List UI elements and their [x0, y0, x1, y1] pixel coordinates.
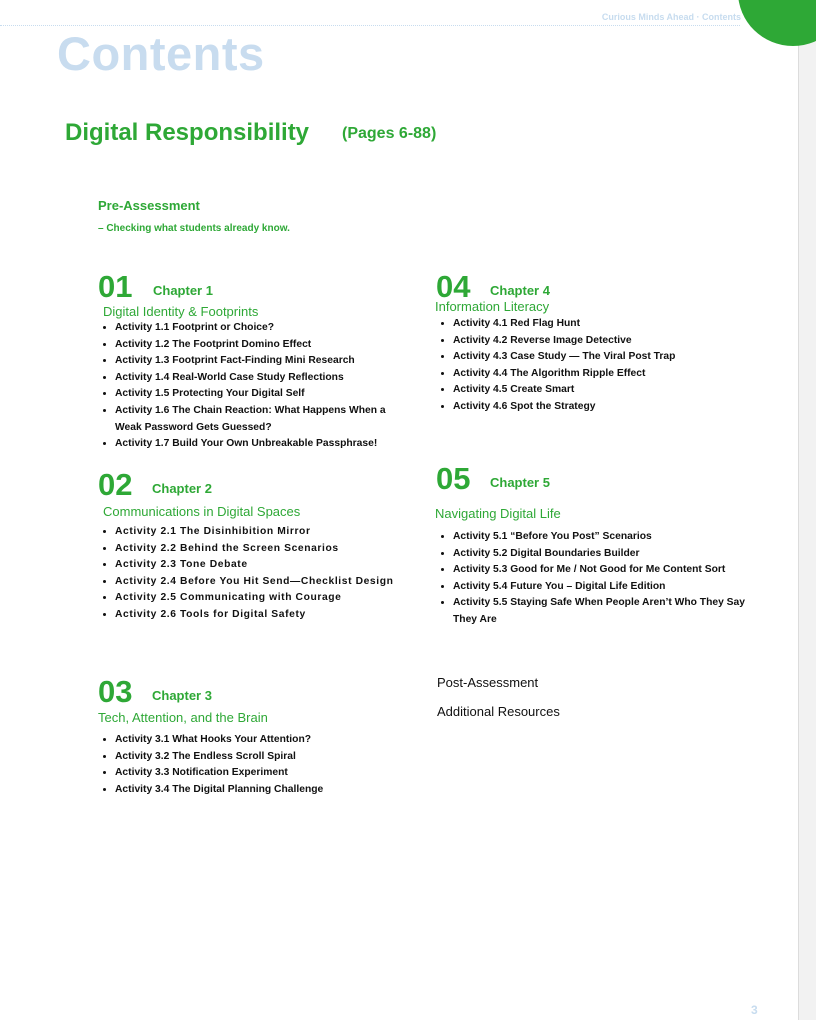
activity-list [436, 529, 763, 629]
chapter-5 [435, 461, 756, 625]
list-item: • Activity 2.5 Communicating with Courage [115, 590, 400, 607]
list-item: • Activity 5.1 “Before You Post” Scenarios [453, 529, 763, 546]
activity-list [98, 524, 400, 624]
page-number: 3 [751, 1003, 758, 1017]
list-item: • Activity 5.2 Digital Boundaries Builder [453, 546, 763, 563]
list-item: • Activity 3.2 The Endless Scroll Spiral [115, 749, 405, 766]
chapter-name: Navigating Digital Life [435, 506, 561, 521]
list-item: • Activity 1.3 Footprint Fact-Finding Mini Research [115, 353, 398, 370]
list-item: • Activity 2.6 Tools for Digital Safety [115, 607, 400, 624]
list-item: • Activity 1.5 Protecting Your Digital Self [115, 386, 398, 403]
chapter-name: Communications in Digital Spaces [103, 504, 301, 519]
chapter-label: Chapter 2 [152, 481, 212, 496]
chapter-number: 01 [98, 269, 133, 304]
list-item: • Activity 3.4 The Digital Planning Challenge [115, 782, 405, 799]
list-item: • Activity 4.6 Spot the Strategy [453, 399, 753, 416]
chapter-label: Chapter 5 [490, 475, 550, 490]
chapter-label: Chapter 3 [152, 688, 212, 703]
chapter-label: Chapter 1 [153, 283, 213, 298]
list-item: • Activity 1.2 The Footprint Domino Effect [115, 337, 398, 354]
running-header: Curious Minds Ahead · Contents [601, 12, 741, 22]
chapter-2 [98, 467, 418, 620]
activity-list [436, 316, 753, 416]
list-item: • Activity 4.1 Red Flag Hunt [453, 316, 753, 333]
chapter-label: Chapter 4 [490, 283, 550, 298]
section-pages: (Pages 6-88) [342, 125, 437, 142]
list-item: • Activity 1.4 Real-World Case Study Reflections [115, 370, 398, 387]
section-title: Digital Responsibility [65, 119, 310, 146]
corner-accent [738, 0, 816, 46]
list-item: • Activity 2.1 The Disinhibition Mirror [115, 524, 400, 541]
activity-list [98, 732, 405, 798]
chapter-4 [435, 269, 756, 412]
chapter-number: 05 [436, 461, 471, 496]
post-assessment: Post-Assessment [437, 675, 539, 690]
list-item: • Activity 4.2 Reverse Image Detective [453, 333, 753, 350]
pre-assessment-title: Pre-Assessment [98, 198, 200, 213]
list-item: • Activity 2.2 Behind the Screen Scenarios [115, 541, 400, 558]
list-item: • Activity 5.3 Good for Me / Not Good for Me Content Sort [453, 562, 763, 579]
page-title: Contents [57, 27, 265, 80]
activity-list [98, 320, 398, 453]
chapter-name: Digital Identity & Footprints [103, 304, 259, 319]
list-item: • Activity 3.3 Notification Experiment [115, 765, 405, 782]
list-item: • Activity 1.1 Footprint or Choice? [115, 320, 398, 337]
list-item: • Activity 1.7 Build Your Own Unbreakable Passphrase! [115, 436, 398, 453]
list-item: • Activity 4.4 The Algorithm Ripple Effect [453, 366, 753, 383]
list-item: • Activity 3.1 What Hooks Your Attention? [115, 732, 405, 749]
list-item: • Activity 4.5 Create Smart [453, 382, 753, 399]
list-item: • Activity 2.3 Tone Debate [115, 557, 400, 574]
list-item: • Activity 2.4 Before You Hit Send—Checklist Design [115, 574, 400, 591]
chapter-name: Tech, Attention, and the Brain [98, 710, 268, 725]
list-item: • Activity 5.4 Future You – Digital Life Edition [453, 579, 763, 596]
chapter-number: 02 [98, 467, 133, 502]
list-item: • Activity 4.3 Case Study — The Viral Post Trap [453, 349, 753, 366]
list-item: • Activity 5.5 Staying Safe When People Aren’t Who They Say They Are [453, 595, 763, 628]
chapter-number: 03 [98, 674, 133, 709]
list-item: • Activity 1.6 The Chain Reaction: What Happens When a Weak Password Gets Guessed? [115, 403, 398, 436]
additional-resources: Additional Resources [437, 704, 560, 719]
pre-assessment-description: – Checking what students already know. [98, 223, 290, 234]
chapter-3 [98, 674, 418, 795]
chapter-name: Information Literacy [435, 299, 550, 314]
chapter-number: 04 [436, 269, 471, 304]
page-edge [798, 0, 816, 1020]
chapter-1 [98, 269, 418, 450]
